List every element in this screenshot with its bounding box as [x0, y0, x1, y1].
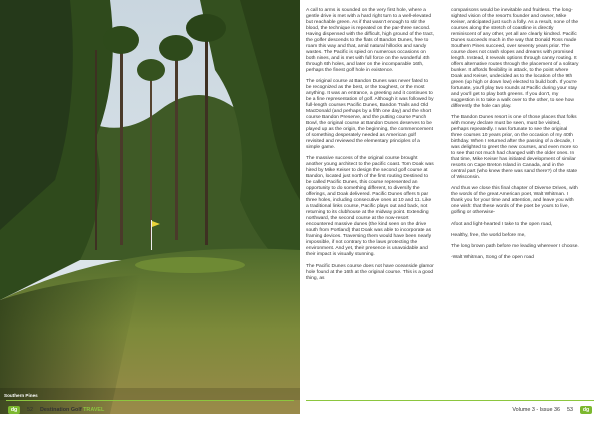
- footer-right: [512, 405, 592, 415]
- footer-left: [8, 405, 104, 415]
- photo-caption: Southern Pines: [4, 393, 38, 398]
- dg-logo-icon: dg: [580, 406, 592, 414]
- poem-line: The long brown path before me leading wherever I choose.: [451, 243, 579, 249]
- brand-accent: TRAVEL: [83, 407, 105, 413]
- footer-rule-left: [6, 400, 294, 401]
- issue-label: Volume 3 - Issue 36: [512, 407, 560, 413]
- article-column-1: [306, 8, 434, 287]
- page-number-left: 52: [27, 407, 33, 413]
- article-column-2: [451, 8, 579, 266]
- photo-illustration: [0, 0, 300, 414]
- poem-line: Afoot and light-hearted I take to the open road,: [451, 221, 553, 227]
- course-photo: [0, 0, 300, 414]
- paragraph: The Bandon Dunes resort is one of those places that folks with money declare must be seen, must be visited, perhaps repeatedly. I was fortunate to see the original three courses 10 years prior, on the occasion of my 40th birthday. When I returned after the passing of a decade, I was delighted to greet the new courses, and even more so to see that not much had changed with the older ones. In that time, Mike Keiser has initiated development of similar resorts on Cape Breton Island in Canada, and in the central part (who knew there was sand there?) of the state of Wisconsin.: [451, 115, 578, 181]
- publication-name: [40, 407, 104, 413]
- poem-attribution: -Walt Whitman, Song of the open road: [451, 255, 535, 261]
- poem-line: Healthy, free, the world before me,: [451, 232, 526, 238]
- footer-rule-right: [306, 400, 594, 401]
- dg-logo-icon: dg: [8, 406, 20, 414]
- page-number-right: 53: [567, 407, 573, 413]
- paragraph: A call to arms is sounded on the very first hole, where a gentle drive is met with a hard right turn to a well-elevated but reachable green. As if that wasn't enough to stir the blood, the technique is repeated on the par-three second. Having dispensed with the difficult, high ground of the tract, the golfer descends to the flats of Bandon Dunes, free to roam this way and that, amid natural hillocks and sandy wastes. The Pacific is spied on numerous occasions on both nines, and is met with full force on the wonderful 4th through 6th holes, and later on the incomparable 16th, perhaps the finest golf hole in existence.: [306, 8, 434, 73]
- paragraph: The Pacific Dunes course does not have oceanside glamor hole found at the 16th at the original course. This is a good thing, as: [306, 263, 434, 281]
- paragraph: comparisons would be inevitable and fruitless. The long-sighted vision of the resort's founder and owner, Mike Keiser, anticipated just such a folly. As a result, none of the courses along the stretch of coastline is directly reminiscent of any other, yet all are clearly kindred. Pacific Dunes succeeds much in the way that Donald Ross made Southern Pines succeed, over seventy years prior. The course does not crash slopes and dreams with promised length. Instead, it reveals options through canny routing. It offers alternative routes through the placement of a solitary bunker. It affords flexibility in attack, to the point where Doak and Keiser, undecided as to the location of the 9th green (up high or down low) elected to build both. If you're fortunate, you'll play two rounds at Pacific during your stay and you'll get to play both greens. If you don't, my suggestion is to take a walk over to the other, to see how differently the hole can play.: [451, 8, 579, 109]
- brand-main: Destination Golf: [40, 407, 82, 413]
- paragraph: And thus we close this final chapter of Diverse Drives, with the words of the great American poet, Walt Whitman. I thank you for your time and attention, and leave you with one wish: that these words of the poet be yours to live, golfing or otherwise-: [451, 186, 578, 216]
- paragraph: The original course at Bandon Dunes was never fated to be recognized as the best, or the toughest, or the most anything. It was an entrance, a greeting and it continues to be a fine representation of golf. Although it was followed by full-length courses Pacific Dunes, Bandon Trails and Old MacDonald (and perhaps by a fifth one day) and the short course Bandon Preserve, and the putting course Punch Bowl, the original course at Bandon Dunes deserves to be played up as the origin, the beginning, the commencement of something desperately needed as American golf revisited and reviewed the elementary principles of a simple game.: [306, 79, 434, 151]
- paragraph: The massive success of the original course brought another young architect to the pacific coast. Tom Doak was hired by Mike Keiser to design the second golf course at Bandon, located just north of the first routing Destined to be called Pacific Dunes, this course represented an opportunity to do something different, to diversify the offerings, and Doak delivered. Pacific Dunes offers 5 par three holes, including consecutive ones at 10 and 11. Like a traditional links course, Pacific plays out and back, not returning to its clubhouse at the midway point. Extending northward, the second course at the now-resort encountered massive dunes (the kind seen on the drive south from Portland) that Doak was able to incorporate as framing devices. Traversing them would have been nearly impossible, if not contrary to the laws protecting the environment. And yet, their presence is unavoidable and their impact is visually stunning.: [306, 156, 434, 258]
